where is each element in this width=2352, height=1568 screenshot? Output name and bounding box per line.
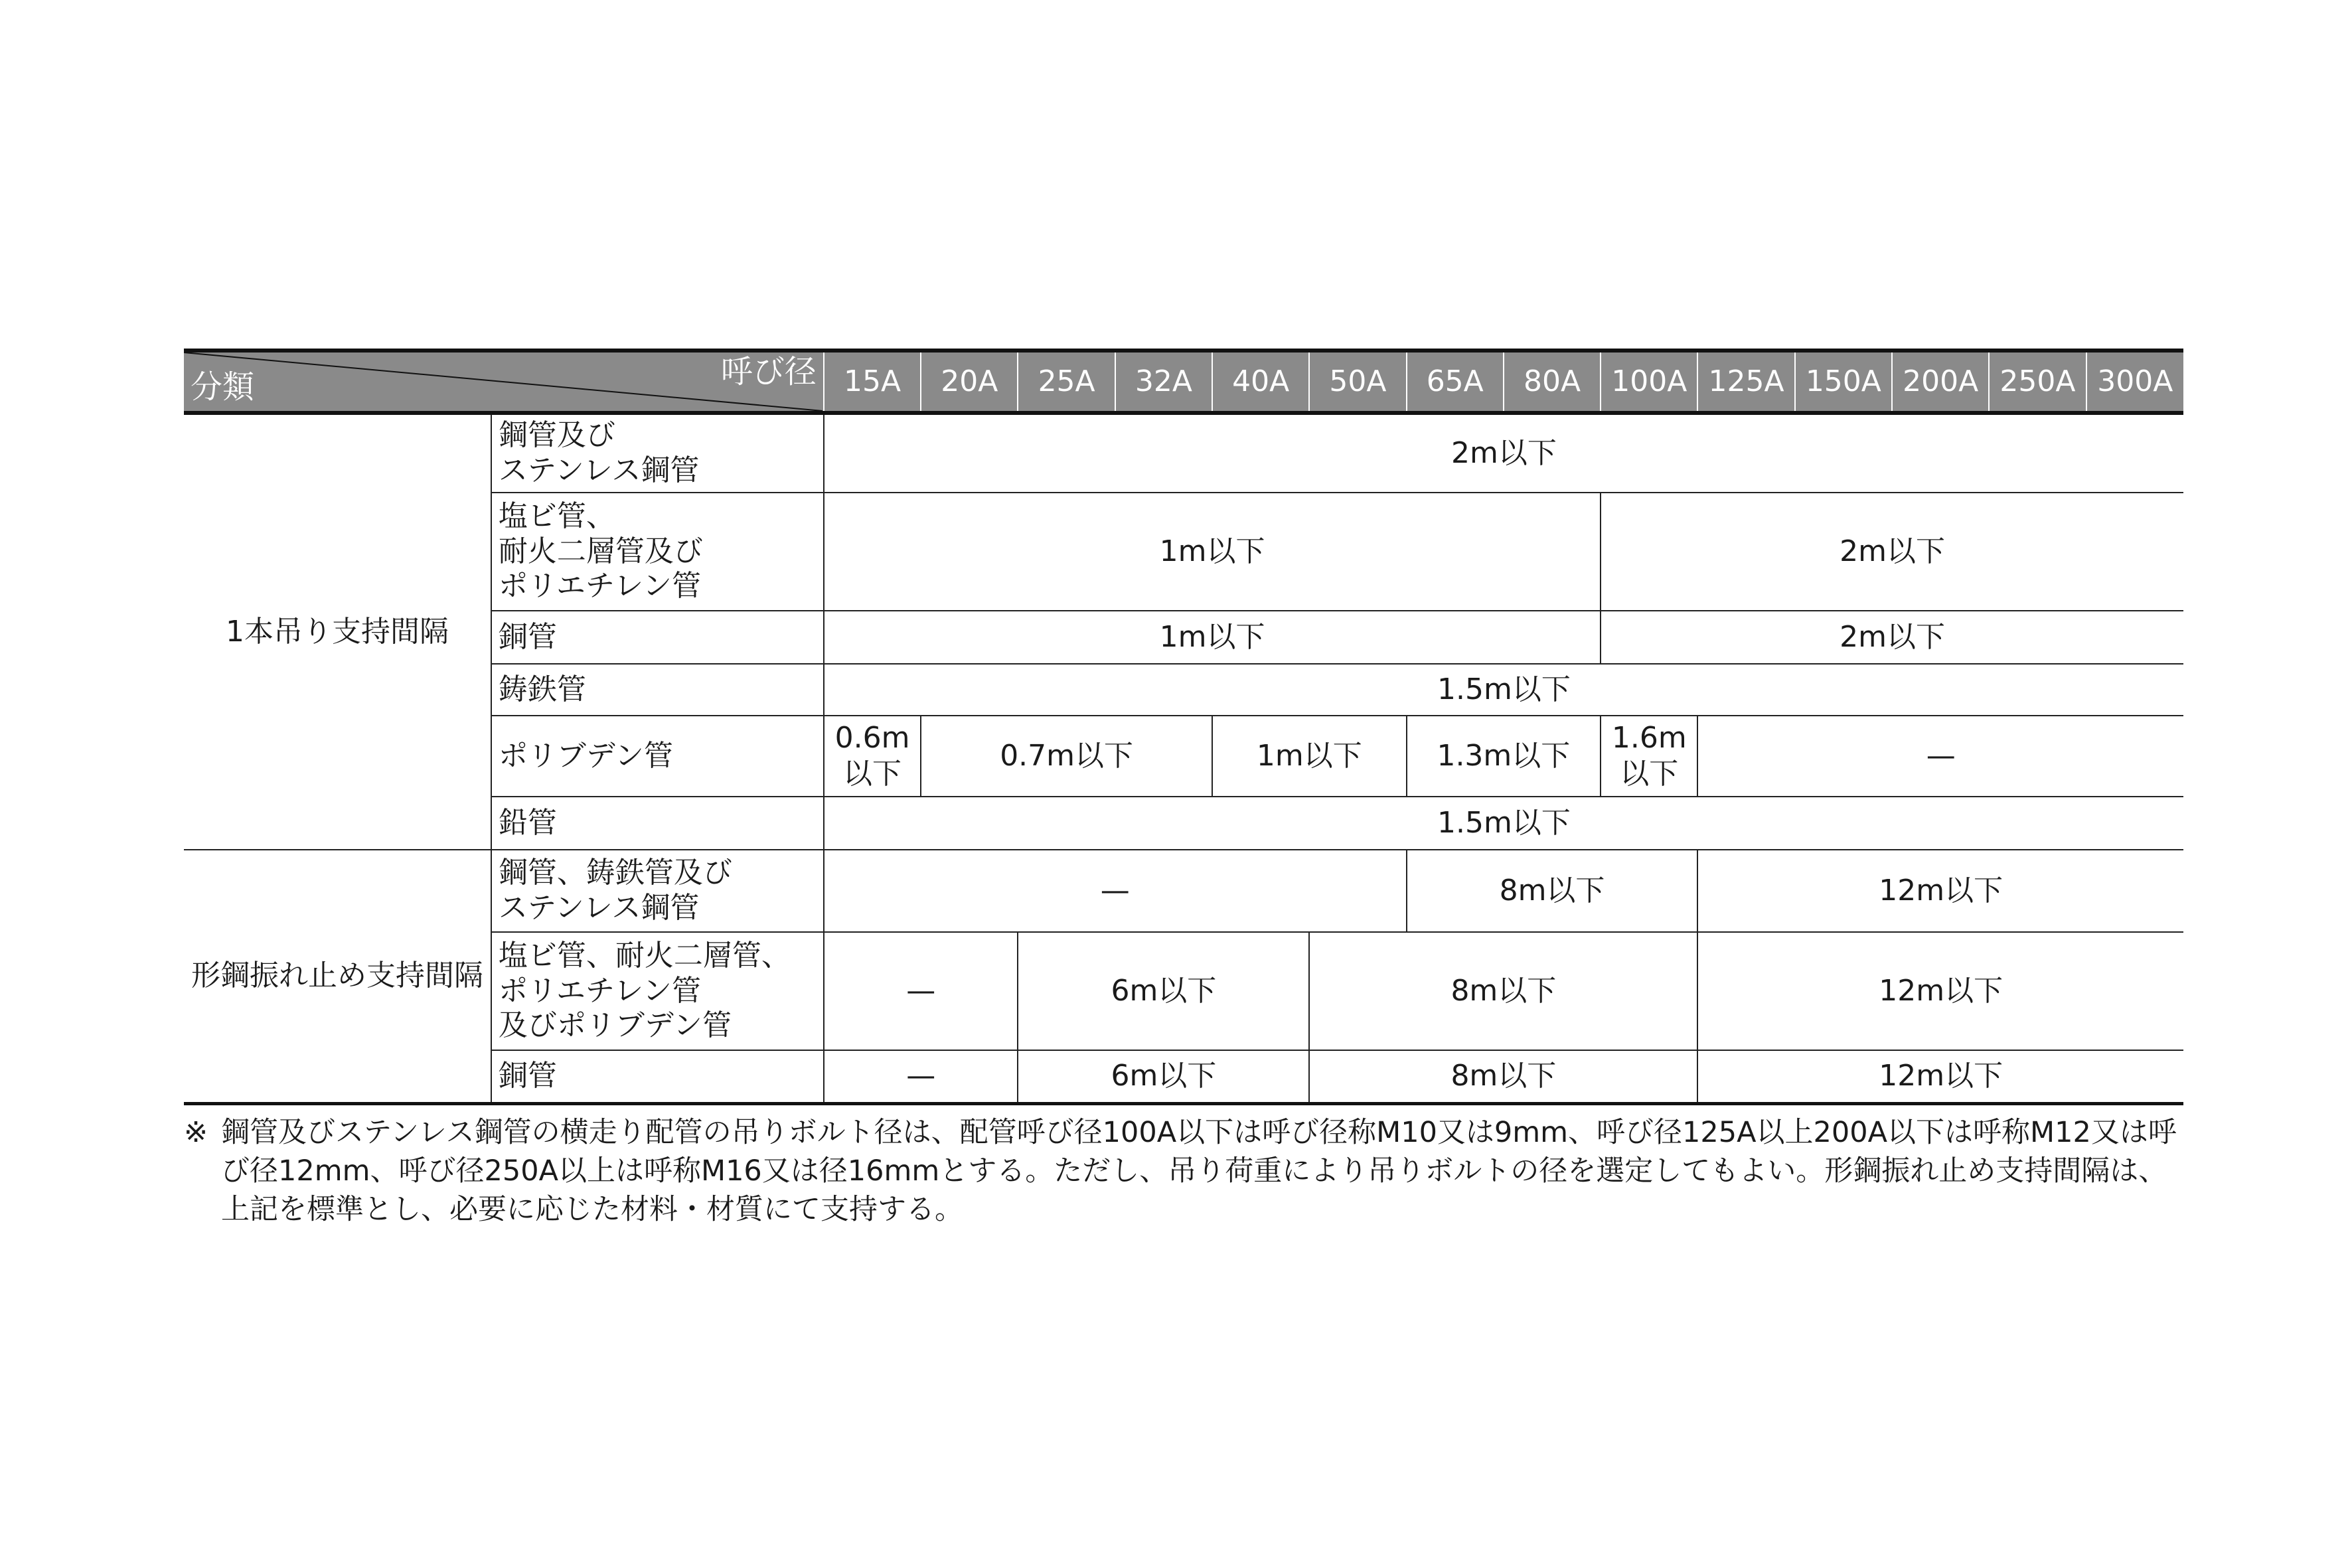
size-header-cell: 25A [1018, 351, 1115, 413]
interval-value-cell: 1.3m以下 [1407, 716, 1601, 797]
pipe-type-cell [491, 611, 824, 664]
interval-value-cell: 1m以下 [824, 493, 1601, 611]
cell-text-line: ステンレス鋼管 [498, 453, 700, 487]
cell-text-line: ステンレス鋼管 [498, 891, 700, 925]
interval-value-cell: 2m以下 [1601, 611, 2183, 664]
pipe-type-cell [491, 716, 824, 797]
cell-text-line: 鋼管、鋳鉄管及び [498, 856, 732, 890]
support-interval-document [184, 349, 2183, 1229]
cell-text-line: 0.6m [834, 721, 910, 755]
size-header-cell: 250A [1989, 351, 2086, 413]
cell-text-line: 1.6m [1611, 721, 1687, 755]
cell-text-line: 塩ビ管、 [498, 499, 615, 533]
pipe-type-cell [491, 797, 824, 850]
pipe-type-cell [491, 664, 824, 716]
interval-value-cell: — [824, 1050, 1018, 1103]
interval-value-cell: — [1697, 716, 2183, 797]
size-header-cell: 50A [1309, 351, 1406, 413]
category-header-label: 分類 [191, 368, 255, 406]
interval-value-cell: 8m以下 [1309, 1050, 1697, 1103]
cell-text-line: 鋳鉄管 [498, 672, 586, 706]
size-header-cell: 40A [1212, 351, 1309, 413]
interval-value-cell: 12m以下 [1697, 932, 2183, 1050]
pipe-type-cell [491, 413, 824, 493]
category-group-label: 1本吊り支持間隔 [184, 413, 491, 850]
interval-value-cell: 2m以下 [824, 413, 2183, 493]
diameter-header-label: 呼び径 [720, 353, 817, 390]
interval-value-cell: 6m以下 [1018, 932, 1309, 1050]
size-header-cell: 125A [1697, 351, 1794, 413]
interval-value-cell: 0.7m以下 [921, 716, 1212, 797]
interval-value-cell: 6m以下 [1018, 1050, 1309, 1103]
interval-value-cell: 1.5m以下 [824, 797, 2183, 850]
cell-text-line: 銅管 [498, 619, 557, 654]
interval-value-cell: 12m以下 [1697, 1050, 2183, 1103]
cell-text-line: ポリエチレン管 [498, 973, 702, 1008]
size-header-cell: 150A [1795, 351, 1892, 413]
cell-text-line: ポリブデン管 [498, 738, 674, 773]
interval-value-cell: 8m以下 [1309, 932, 1697, 1050]
support-interval-table [184, 349, 2183, 1105]
pipe-type-cell [491, 932, 824, 1050]
interval-value-cell: 1m以下 [1212, 716, 1407, 797]
cell-text-line: 鋼管及び [498, 418, 615, 453]
cell-text-line: ポリエチレン管 [498, 569, 702, 603]
interval-value-cell: — [824, 850, 1407, 932]
header-corner-cell [184, 351, 824, 413]
size-header-cell: 100A [1601, 351, 1697, 413]
interval-value-cell: 12m以下 [1697, 850, 2183, 932]
pipe-type-cell [491, 493, 824, 611]
footnote [184, 1113, 2183, 1229]
size-header-cell: 200A [1892, 351, 1989, 413]
cell-text-line: 以下 [843, 757, 902, 791]
cell-text-line: 以下 [1620, 757, 1679, 791]
footnote-mark: ※ [184, 1115, 208, 1149]
size-header-cell: 300A [2086, 351, 2183, 413]
interval-value-cell [1601, 716, 1697, 797]
size-header-cell: 65A [1407, 351, 1504, 413]
cell-text-line: 鉛管 [498, 805, 557, 840]
cell-text-line: 塩ビ管、耐火二層管、 [498, 938, 791, 973]
cell-text-line: 銅管 [498, 1058, 557, 1093]
size-header-cell: 15A [824, 351, 921, 413]
cell-text-line: 及びポリブデン管 [498, 1008, 732, 1043]
interval-value-cell [824, 716, 921, 797]
size-header-cell: 20A [921, 351, 1018, 413]
interval-value-cell: 2m以下 [1601, 493, 2183, 611]
table-header-row [184, 351, 2183, 413]
interval-value-cell: 8m以下 [1407, 850, 1698, 932]
size-header-cell: 32A [1115, 351, 1212, 413]
table-row [184, 413, 2183, 493]
table-row [184, 850, 2183, 932]
interval-value-cell: 1m以下 [824, 611, 1601, 664]
category-group-label: 形鋼振れ止め支持間隔 [184, 850, 491, 1103]
pipe-type-cell [491, 850, 824, 932]
pipe-type-cell [491, 1050, 824, 1103]
interval-value-cell: 1.5m以下 [824, 664, 2183, 716]
interval-value-cell: — [824, 932, 1018, 1050]
footnote-text: 鋼管及びステンレス鋼管の横走り配管の吊りボルト径は、配管呼び径100A以下は呼び径称M10又は9mm、呼び径125A以上200A以下は呼称M12又は呼び径12mm、呼び径250A以上は呼称M16又は径16mmとする。ただし、吊り荷重により吊りボルトの径を選定してもよい。形鋼振れ止め支持間隔は、上記を標準とし、必要に応じた材料・材質にて支持する。 [221, 1115, 2177, 1227]
size-header-cell: 80A [1504, 351, 1601, 413]
cell-text-line: 耐火二層管及び [498, 534, 703, 568]
